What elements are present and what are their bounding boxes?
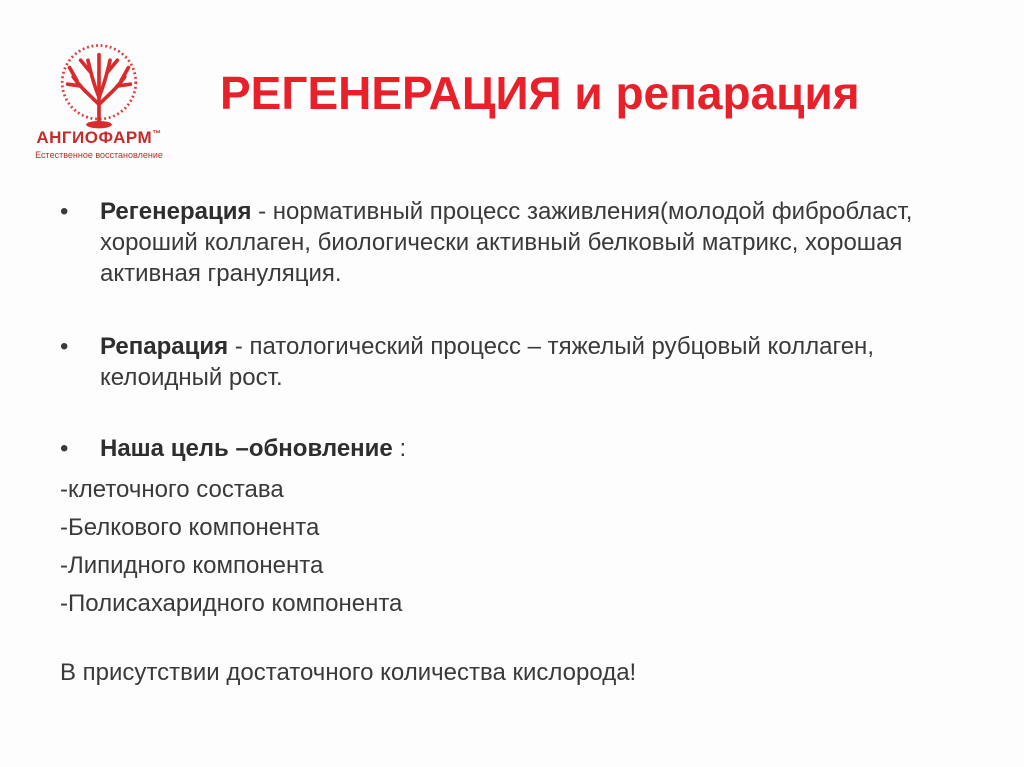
bullet-term: Репарация bbox=[100, 333, 229, 360]
angiofarm-logo bbox=[24, 40, 174, 165]
slide-title: РЕГЕНЕРАЦИЯ и репарация bbox=[220, 67, 860, 119]
bullet-text: : bbox=[392, 435, 407, 462]
bullet-regeneration bbox=[60, 196, 960, 289]
logo-tagline: Естественное восстановление bbox=[35, 150, 163, 160]
bullet-term: Наша цель –обновление bbox=[100, 435, 393, 462]
logo-name: АНГИОФАРМ™ bbox=[36, 128, 162, 147]
list-item: -Липидного компонента bbox=[60, 552, 324, 579]
bullet-term: Регенерация bbox=[100, 198, 252, 225]
slide-body bbox=[60, 196, 960, 688]
bullet-dot: • bbox=[60, 198, 69, 225]
footer-statement: В присутствии достаточного количества кислорода! bbox=[60, 659, 637, 686]
bullet-text: - патологический процесс – тяжелый рубцовый коллаген, келоидный рост. bbox=[100, 333, 874, 391]
bullet-goal bbox=[60, 433, 960, 464]
bullet-reparation bbox=[60, 331, 960, 393]
bullet-dot: • bbox=[60, 435, 69, 462]
list-item: -клеточного состава bbox=[60, 476, 284, 503]
coral-tree-icon bbox=[52, 40, 146, 132]
list-item: -Полисахаридного компонента bbox=[60, 590, 403, 617]
bullet-text: - нормативный процесс заживления(молодой фибробласт, хороший коллаген, биологически активный белковый матрикс, хорошая активная грануляция. bbox=[100, 198, 913, 287]
bullet-dot: • bbox=[60, 333, 69, 360]
list-item: -Белкового компонента bbox=[60, 514, 320, 541]
